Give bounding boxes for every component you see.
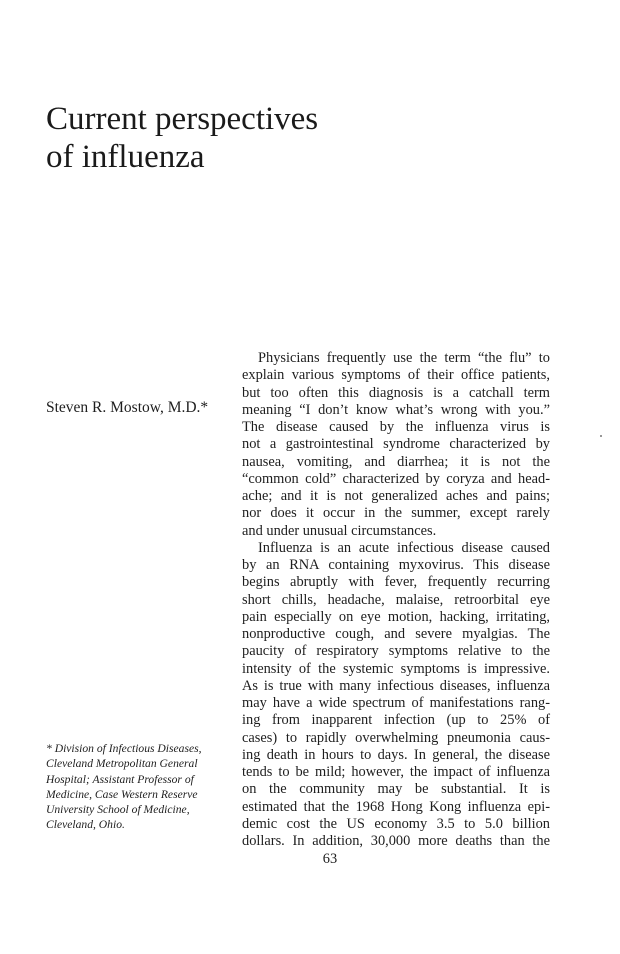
body-line: estimated that the 1968 Hong Kong influenza epi-	[242, 798, 550, 815]
article-title	[46, 100, 318, 176]
body-line: ache; and it is not generalized aches and pains;	[242, 488, 550, 504]
title-line: of influenza	[46, 139, 205, 175]
body-line: nausea, vomiting, and diarrhea; it is not the	[242, 453, 550, 470]
body-line: and under unusual circumstances.	[242, 522, 437, 539]
body-line: As is true with many infectious diseases, influenza	[242, 677, 550, 694]
body-line: intensity of the systemic symptoms is impressive.	[242, 660, 550, 677]
footnote-line: Cleveland, Ohio.	[46, 818, 125, 832]
body-line: not a gastrointestinal syndrome characterized by	[242, 436, 550, 453]
body-line: on the community may be substantial. It is	[242, 781, 550, 798]
page-number: 63	[322, 851, 338, 867]
body-line: by an RNA containing myxovirus. This disease	[242, 557, 550, 573]
body-line: meaning “I don’t know what’s wrong with you.”	[242, 401, 550, 418]
article-body	[242, 350, 550, 850]
body-line: explain various symptoms of their office patients,	[242, 367, 550, 384]
body-line: tends to be mild; however, the impact of influenza	[242, 764, 550, 780]
body-line: ing from inapparent infection (up to 25% of	[242, 712, 550, 729]
body-line: dollars. In addition, 30,000 more deaths than the	[242, 833, 550, 849]
author-affiliation-footnote	[46, 741, 234, 833]
footnote-line: Hospital; Assistant Professor of	[46, 772, 194, 786]
body-line: may have a wide spectrum of manifestations rang-	[242, 695, 550, 711]
body-line: cases) to rapidly overwhelming pneumonia caus-	[242, 729, 550, 746]
body-line: pain especially on eye motion, hacking, irritating,	[242, 608, 550, 625]
body-line: begins abruptly with fever, frequently recurring	[242, 574, 550, 591]
body-line: paucity of respiratory symptoms relative to the	[242, 643, 550, 660]
title-line: Current perspectives	[46, 101, 319, 137]
footnote-line: University School of Medicine,	[46, 803, 190, 817]
footnote-line: * Division of Infectious Diseases,	[46, 742, 202, 755]
author-byline: Steven R. Mostow, M.D.*	[46, 399, 209, 416]
body-line: Influenza is an acute infectious disease caused	[258, 539, 550, 556]
body-line: The disease caused by the influenza virus is	[242, 419, 550, 435]
body-line: but too often this diagnosis is a catchall term	[242, 384, 550, 401]
footnote-line: Cleveland Metropolitan General	[46, 757, 198, 771]
body-line: short chills, headache, malaise, retroorbital eye	[242, 591, 550, 608]
body-line: Physicians frequently use the term “the flu” to	[258, 350, 550, 366]
body-line: nor does it occur in the summer, except rarely	[242, 505, 550, 522]
footnote-line: Medicine, Case Western Reserve	[46, 787, 198, 801]
scan-speck	[600, 435, 602, 437]
body-line: nonproductive cough, and severe myalgias. The	[242, 626, 550, 642]
body-line: “common cold” characterized by coryza and head-	[242, 470, 550, 487]
body-line: ing death in hours to days. In general, the disease	[242, 746, 550, 763]
body-line: demic cost the US economy 3.5 to 5.0 billion	[242, 815, 550, 832]
